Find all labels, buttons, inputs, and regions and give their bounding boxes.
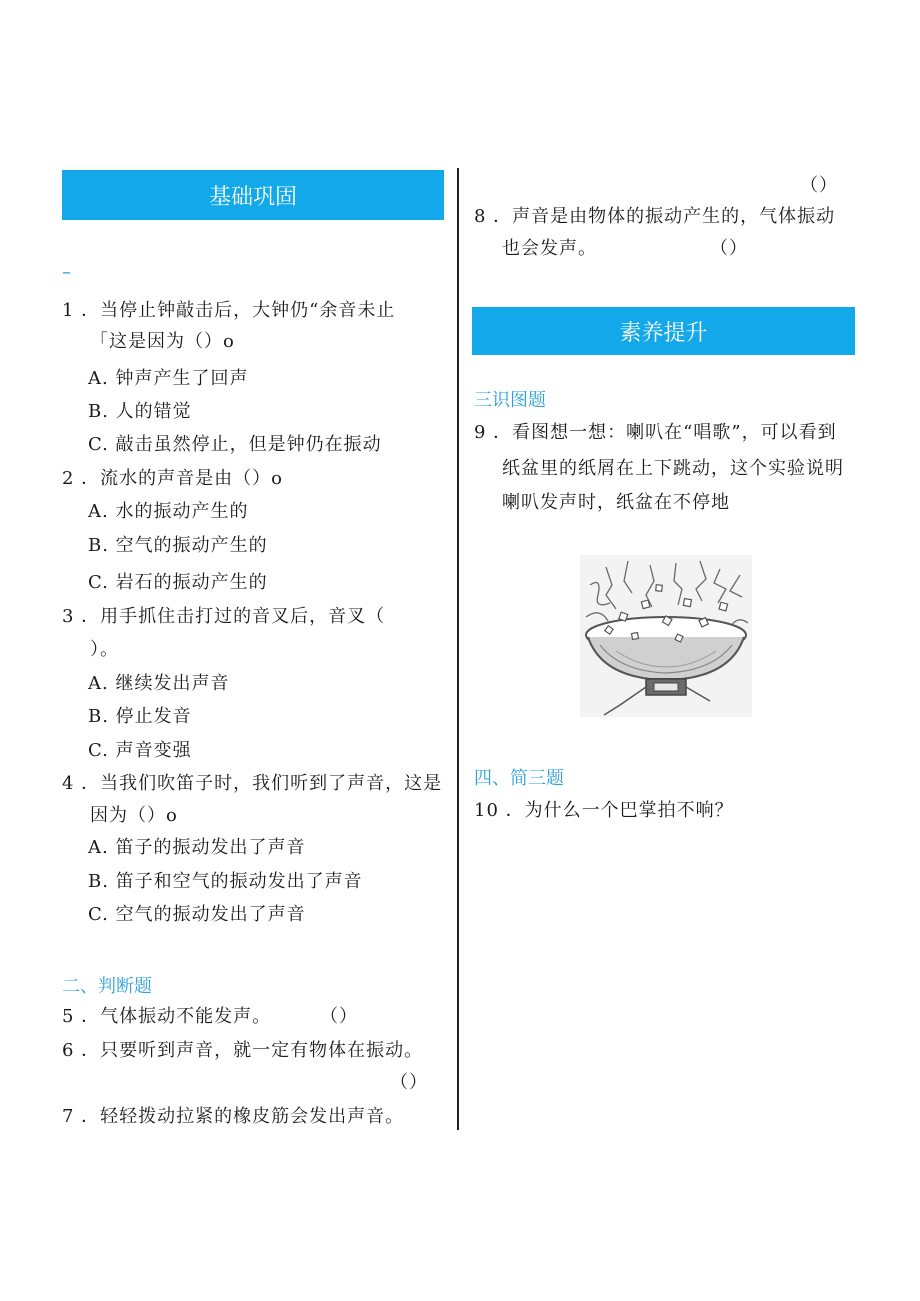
q8-answer-paren: （） — [710, 238, 748, 259]
q4-option-b: B. 笛子和空气的振动发出了声音 — [88, 871, 363, 892]
q4-option-c: C. 空气的振动发出了声音 — [88, 904, 306, 925]
q5-text: 5 ．气体振动不能发声。 — [62, 1006, 272, 1027]
q2-line1: 2 ．流水的声音是由（）o — [62, 468, 284, 489]
q3-option-b: B. 停止发音 — [88, 706, 192, 727]
banner-title: 素养提升 — [619, 320, 708, 346]
q1-line1: 1 ．当停止钟敲击后，大钟仍“余音未止 — [62, 300, 396, 321]
speaker-illustration — [580, 555, 752, 717]
q4-option-a: A. 笛子的振动发出了声音 — [88, 837, 306, 858]
q9-line1: 9 ．看图想一想：喇叭在“唱歌”，可以看到 — [474, 422, 837, 443]
q2-option-c: C. 岩石的振动产生的 — [88, 572, 268, 593]
q1-line2: 「这是因为（）o — [90, 331, 235, 352]
q4-line2: 因为（）o — [90, 805, 178, 826]
q10-text: 10 ．为什么一个巴掌拍不响？ — [474, 800, 734, 821]
q6-text: 6 ．只要听到声音，就一定有物体在振动。 — [62, 1040, 424, 1061]
q2-option-b: B. 空气的振动产生的 — [88, 535, 268, 556]
q9-line3: 喇叭发声时，纸盆在不停地 — [502, 492, 730, 513]
section-4-heading: 四、简三题 — [474, 768, 564, 789]
q9-line2: 纸盆里的纸屑在上下跳动，这个实验说明 — [502, 458, 844, 479]
section-3-heading: 三识图题 — [474, 390, 546, 411]
banner-suyang-tisheng — [472, 307, 855, 355]
banner-jichu-gonggu — [62, 170, 444, 220]
banner-title: 基础巩固 — [208, 184, 297, 210]
q1-option-c: C. 敲击虽然停止，但是钟仍在振动 — [88, 434, 382, 455]
section-2-heading: 二、判断题 — [62, 976, 152, 997]
q7-text: 7 ．轻轻拨动拉紧的橡皮筋会发出声音。 — [62, 1106, 405, 1127]
q3-option-c: C. 声音变强 — [88, 740, 192, 761]
q7-answer-paren: （） — [800, 175, 838, 196]
q6-answer-paren: （） — [390, 1072, 428, 1093]
q1-option-a: A. 钟声产生了回声 — [88, 368, 249, 389]
section-1-heading: – — [62, 262, 71, 283]
q3-line1: 3 ．用手抓住击打过的音叉后，音叉（ — [62, 606, 386, 627]
q8-line2: 也会发声。 — [502, 238, 597, 259]
q3-option-a: A. 继续发出声音 — [88, 673, 230, 694]
q4-line1: 4 ．当我们吹笛子时，我们听到了声音，这是 — [62, 773, 443, 794]
column-divider — [457, 168, 459, 1130]
q3-line2: ）。 — [90, 639, 119, 660]
q5-answer-paren: （） — [320, 1006, 358, 1027]
q8-line1: 8 ．声音是由物体的振动产生的，气体振动 — [474, 206, 836, 227]
q1-option-b: B. 人的错觉 — [88, 401, 192, 422]
q2-option-a: A. 水的振动产生的 — [88, 501, 249, 522]
